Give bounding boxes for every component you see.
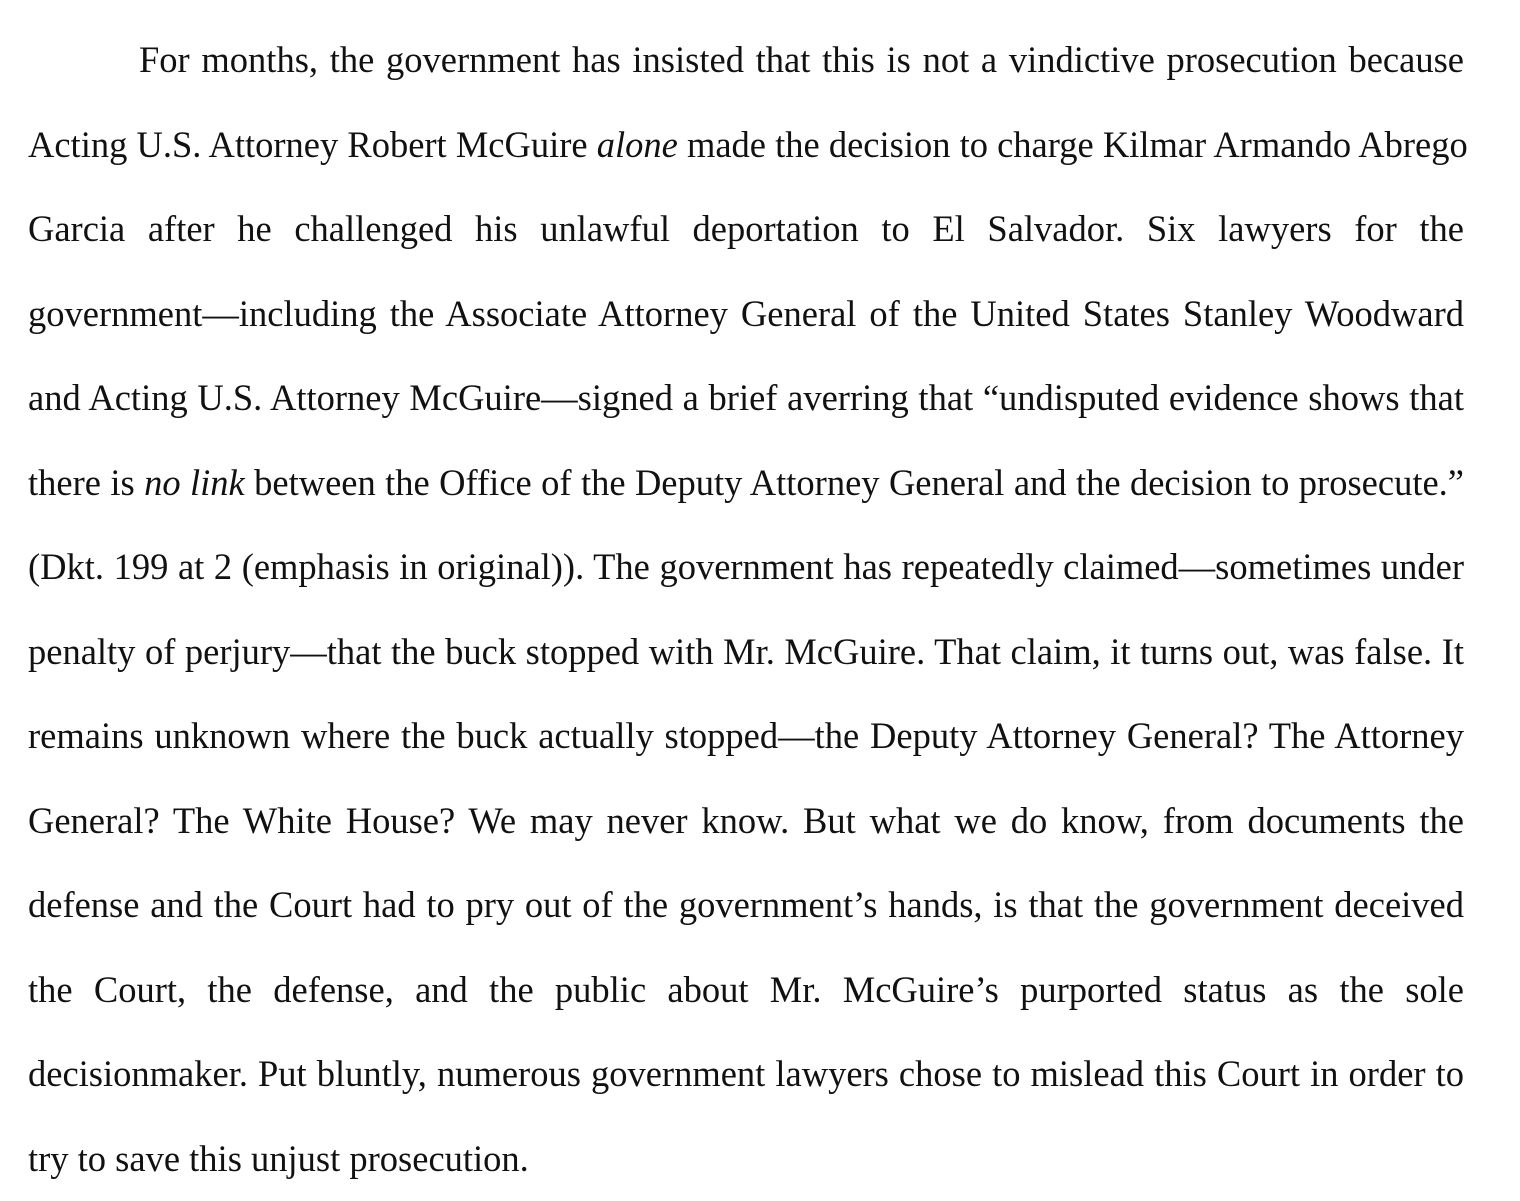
text-run: the Court, the defense, and the public about Mr. McGuire’s purported status as the sole xyxy=(28,969,1464,1010)
text-run: decisionmaker. Put bluntly, numerous government lawyers chose to mislead this Court in order to xyxy=(28,1053,1464,1094)
text-run: defense and the Court had to pry out of the government’s hands, is that the government deceived xyxy=(28,884,1464,925)
paragraph-line xyxy=(28,525,1464,610)
text-run: try to save this unjust prosecution. xyxy=(28,1138,529,1179)
paragraph-line xyxy=(28,187,1464,272)
text-run: there is xyxy=(28,462,144,503)
paragraph-line xyxy=(28,1117,1464,1201)
paragraph-line xyxy=(28,103,1464,188)
text-run: (Dkt. 199 at 2 (emphasis in original)). The government has repeatedly claimed—sometimes under xyxy=(28,546,1464,587)
text-run: Acting U.S. Attorney Robert McGuire xyxy=(28,124,597,165)
body-paragraph xyxy=(28,18,1464,1201)
paragraph-line xyxy=(28,779,1464,864)
text-run: penalty of perjury—that the buck stopped with Mr. McGuire. That claim, it turns out, was false. It xyxy=(28,631,1464,672)
emphasis-text: alone xyxy=(597,124,678,165)
paragraph-line xyxy=(28,948,1464,1033)
text-run: and Acting U.S. Attorney McGuire—signed a brief averring that “undisputed evidence shows that xyxy=(28,377,1464,418)
text-run: made the decision to charge Kilmar Armando Abrego xyxy=(678,124,1468,165)
paragraph-line xyxy=(28,441,1464,526)
text-run: Garcia after he challenged his unlawful deportation to El Salvador. Six lawyers for the xyxy=(28,208,1464,249)
text-run: government—including the Associate Attorney General of the United States Stanley Woodward xyxy=(28,293,1464,334)
paragraph-line xyxy=(28,356,1464,441)
document-page xyxy=(28,18,1464,1201)
paragraph-line xyxy=(28,272,1464,357)
paragraph-line xyxy=(28,18,1464,103)
paragraph-line xyxy=(28,1032,1464,1117)
paragraph-line xyxy=(28,863,1464,948)
paragraph-line xyxy=(28,694,1464,779)
text-run: General? The White House? We may never know. But what we do know, from documents the xyxy=(28,800,1464,841)
text-run: between the Office of the Deputy Attorney General and the decision to prosecute.” xyxy=(245,462,1464,503)
text-run: remains unknown where the buck actually stopped—the Deputy Attorney General? The Attorney xyxy=(28,715,1464,756)
emphasis-text: no link xyxy=(144,462,245,503)
text-run: For months, the government has insisted that this is not a vindictive prosecution because xyxy=(139,39,1464,80)
paragraph-line xyxy=(28,610,1464,695)
